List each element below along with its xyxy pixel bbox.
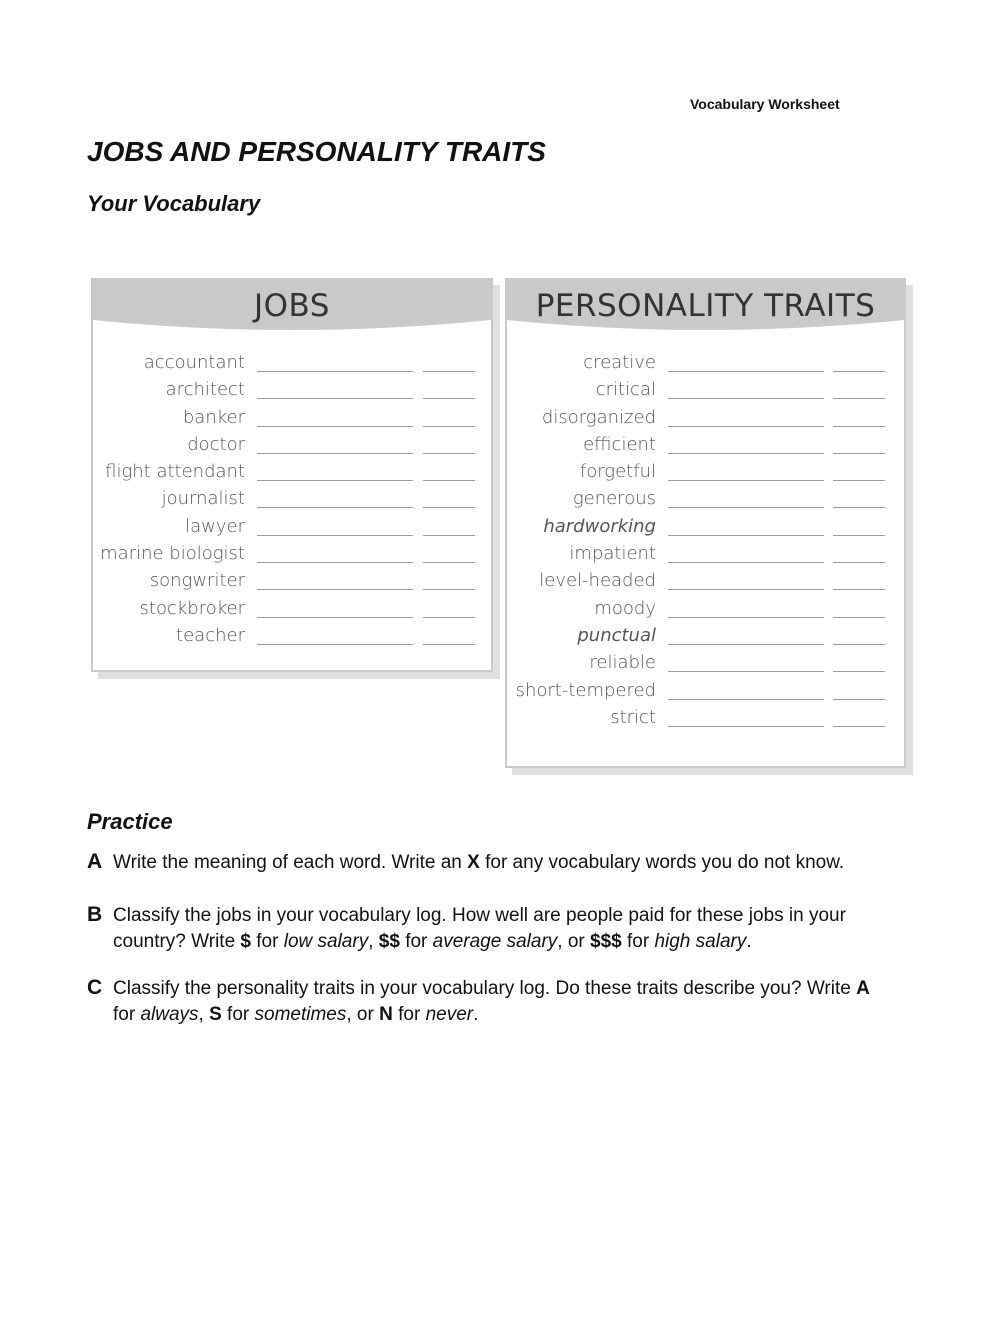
list-item (93, 541, 491, 568)
rating-blank[interactable] (423, 398, 475, 399)
list-item (507, 432, 904, 459)
trait-word: creative (583, 352, 656, 373)
item-text-italic: low salary (283, 931, 369, 952)
item-text: for (251, 931, 284, 952)
meaning-blank[interactable] (668, 371, 824, 372)
item-text: , or (346, 1004, 380, 1025)
item-text: for (621, 931, 655, 952)
meaning-blank[interactable] (668, 507, 824, 508)
list-item (507, 705, 904, 732)
item-letter: B (87, 903, 103, 926)
list-item (93, 405, 491, 432)
list-item (507, 459, 904, 486)
list-item (507, 623, 904, 650)
rating-blank[interactable] (423, 644, 475, 645)
item-text: . (746, 931, 752, 952)
trait-word: moody (594, 597, 656, 619)
section-title-practice: Practice (87, 809, 173, 834)
item-text: country? Write (113, 931, 241, 952)
practice-item-c (87, 975, 917, 1028)
meaning-blank[interactable] (257, 535, 413, 536)
practice-item-a (87, 849, 917, 876)
rating-blank[interactable] (833, 671, 885, 672)
trait-word: reliable (589, 652, 656, 674)
item-text: , (368, 931, 379, 952)
meaning-blank[interactable] (257, 426, 413, 427)
item-letter: A (87, 850, 103, 873)
rating-blank[interactable] (423, 371, 475, 372)
item-text: for (392, 1004, 426, 1025)
rating-blank[interactable] (423, 535, 475, 536)
list-item (507, 377, 904, 404)
practice-item-b (87, 902, 917, 955)
job-word: teacher (176, 624, 245, 646)
item-text: for any vocabulary words you do not know. (479, 852, 845, 873)
rating-blank[interactable] (833, 699, 885, 700)
item-text-italic: high salary (654, 931, 747, 952)
trait-word: disorganized (541, 406, 656, 428)
rating-blank[interactable] (423, 562, 475, 563)
item-text-bold: N (379, 1004, 393, 1025)
meaning-blank[interactable] (668, 617, 824, 618)
item-text-italic: always (140, 1004, 199, 1025)
meaning-blank[interactable] (668, 671, 824, 672)
item-text: for (399, 931, 433, 952)
list-item (93, 596, 491, 623)
trait-word: critical (595, 379, 656, 401)
list-item (93, 623, 491, 650)
meaning-blank[interactable] (668, 589, 824, 590)
rating-blank[interactable] (833, 371, 885, 372)
list-item (507, 350, 904, 377)
list-item (507, 486, 904, 513)
list-item (507, 596, 904, 623)
meaning-blank[interactable] (668, 480, 824, 481)
trait-word: efficient (583, 433, 656, 455)
rating-blank[interactable] (833, 726, 885, 727)
meaning-blank[interactable] (257, 371, 413, 372)
rating-blank[interactable] (833, 644, 885, 645)
meaning-blank[interactable] (668, 562, 824, 563)
item-text-italic: sometimes (254, 1004, 347, 1025)
rating-blank[interactable] (423, 426, 475, 427)
job-word: songwriter (149, 570, 245, 592)
item-text-bold: X (467, 852, 480, 873)
rating-blank[interactable] (833, 453, 885, 454)
list-item (507, 514, 904, 541)
job-word: marine biologist (100, 543, 245, 565)
item-text: Write the meaning of each word. Write an (113, 852, 468, 873)
meaning-blank[interactable] (668, 398, 824, 399)
item-text: , (198, 1004, 210, 1025)
rating-blank[interactable] (423, 589, 475, 590)
meaning-blank[interactable] (257, 507, 413, 508)
meaning-blank[interactable] (668, 535, 824, 536)
list-item (507, 568, 904, 595)
item-text-italic: average salary (432, 931, 558, 952)
item-text: Classify the jobs in your vocabulary log. How well are people paid for these jobs in your (113, 905, 846, 926)
page-title: JOBS AND PERSONALITY TRAITS (87, 136, 546, 167)
item-letter: C (87, 976, 103, 999)
trait-word: impatient (569, 543, 656, 565)
item-text: Classify the personality traits in your vocabulary log. Do these traits describe you? Write (113, 978, 857, 999)
meaning-blank[interactable] (668, 726, 824, 727)
item-text: . (473, 1004, 479, 1025)
trait-word: short-tempered (515, 679, 656, 701)
meaning-blank[interactable] (257, 644, 413, 645)
list-item (93, 377, 491, 404)
rating-blank[interactable] (423, 617, 475, 618)
list-item (93, 350, 491, 377)
job-word: doctor (187, 433, 245, 455)
rating-blank[interactable] (423, 480, 475, 481)
item-text-bold: S (209, 1004, 222, 1025)
traits-panel-title: PERSONALITY TRAITS (535, 288, 876, 324)
trait-word: forgetful (579, 461, 656, 483)
rating-blank[interactable] (833, 480, 885, 481)
item-text-bold: $$$ (590, 931, 622, 952)
item-text-bold: $ (240, 931, 251, 952)
jobs-panel (91, 278, 493, 672)
item-continuation (87, 1002, 917, 1028)
meaning-blank[interactable] (257, 480, 413, 481)
list-item (93, 568, 491, 595)
trait-word: hardworking (543, 515, 656, 537)
job-word: journalist (161, 488, 245, 510)
job-word: flight attendant (105, 461, 245, 483)
jobs-list (93, 350, 491, 650)
item-text: for (221, 1004, 255, 1025)
trait-word: punctual (577, 624, 656, 646)
rating-blank[interactable] (833, 535, 885, 536)
list-item (93, 459, 491, 486)
meaning-blank[interactable] (668, 699, 824, 700)
list-item (507, 541, 904, 568)
list-item (507, 405, 904, 432)
job-word: accountant (143, 352, 245, 373)
rating-blank[interactable] (833, 589, 885, 590)
item-continuation (87, 929, 917, 955)
item-text: for (113, 1004, 141, 1025)
list-item (93, 432, 491, 459)
job-word: stockbroker (139, 597, 245, 619)
item-text-italic: never (425, 1004, 474, 1025)
rating-blank[interactable] (833, 562, 885, 563)
item-text-bold: $$ (378, 931, 400, 952)
meaning-blank[interactable] (668, 426, 824, 427)
trait-word: strict (610, 706, 656, 728)
section-title-your-vocabulary: Your Vocabulary (87, 191, 261, 216)
rating-blank[interactable] (833, 398, 885, 399)
meaning-blank[interactable] (257, 398, 413, 399)
worksheet-label: Vocabulary Worksheet (690, 96, 840, 112)
jobs-panel-title: JOBS (254, 288, 330, 324)
item-text: , or (557, 931, 591, 952)
item-text-bold: A (856, 978, 870, 999)
traits-list (507, 350, 904, 732)
meaning-blank[interactable] (668, 453, 824, 454)
traits-panel (505, 278, 906, 768)
rating-blank[interactable] (833, 426, 885, 427)
rating-blank[interactable] (423, 453, 475, 454)
meaning-blank[interactable] (668, 644, 824, 645)
list-item (507, 678, 904, 705)
rating-blank[interactable] (833, 617, 885, 618)
meaning-blank[interactable] (257, 562, 413, 563)
list-item (93, 486, 491, 513)
job-word: lawyer (185, 515, 245, 537)
list-item (93, 514, 491, 541)
job-word: banker (182, 406, 245, 428)
meaning-blank[interactable] (257, 453, 413, 454)
list-item (507, 650, 904, 677)
rating-blank[interactable] (423, 507, 475, 508)
rating-blank[interactable] (833, 507, 885, 508)
meaning-blank[interactable] (257, 617, 413, 618)
trait-word: generous (572, 488, 656, 510)
trait-word: level-headed (539, 570, 656, 592)
job-word: architect (165, 379, 245, 401)
meaning-blank[interactable] (257, 589, 413, 590)
